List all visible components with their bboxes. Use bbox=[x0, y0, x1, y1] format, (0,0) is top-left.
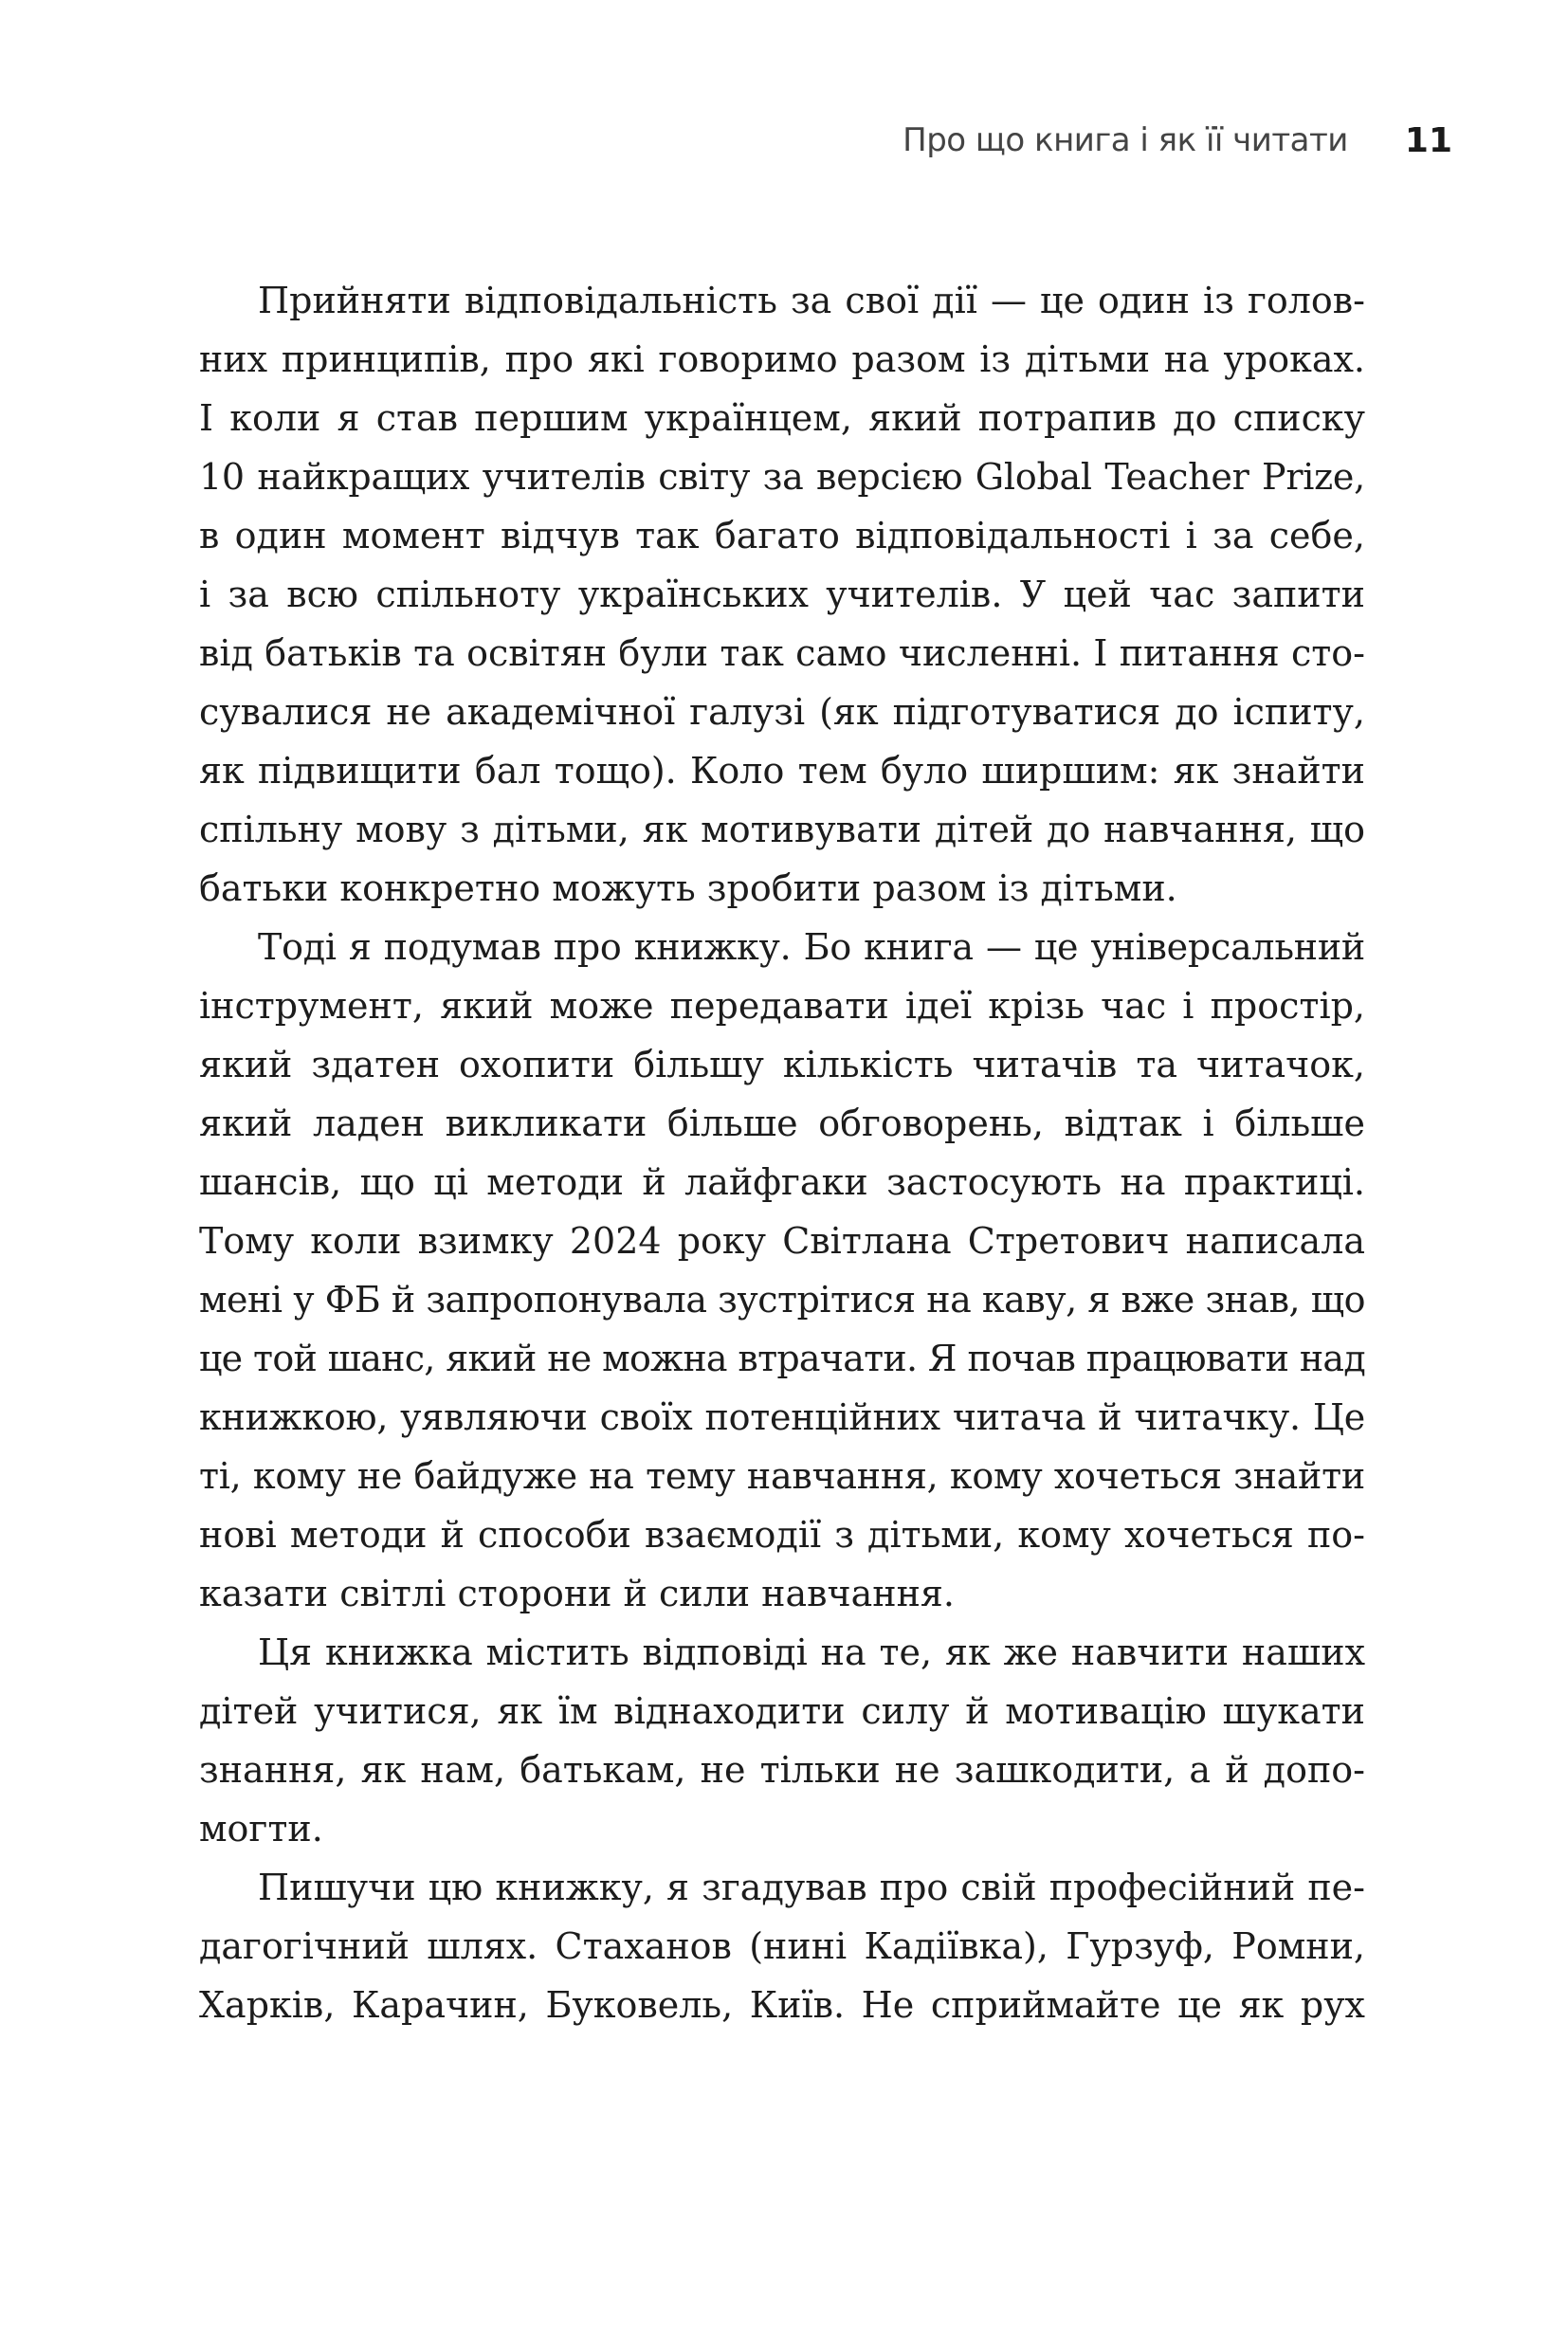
text-line: них принципів, про які говоримо разом із дітьми на уроках. bbox=[199, 338, 1365, 380]
text-line: шансів, що ці методи й лайфгаки застосують на практиці. bbox=[199, 1161, 1365, 1203]
text-line: в один момент відчув так багато відповідальності і за себе, bbox=[199, 515, 1365, 556]
text-line: спільну мову з дітьми, як мотивувати дітей до навчання, що bbox=[199, 809, 1365, 850]
paragraph bbox=[199, 1858, 1365, 2034]
text-line: Прийняти відповідальність за свої дії — це один із голов- bbox=[258, 280, 1365, 321]
text-line: дагогічний шлях. Стаханов (нині Кадіївка), Гурзуф, Ромни, bbox=[199, 1925, 1365, 1967]
chapter-title: Про що книга і як її читати bbox=[903, 121, 1348, 159]
text-line: ті, кому не байдуже на тему навчання, кому хочеться знайти bbox=[199, 1455, 1365, 1497]
text-line: дітей учитися, як їм віднаходити силу й мотивацію шукати bbox=[199, 1690, 1365, 1732]
text-line: як підвищити бал тощо). Коло тем було ширшим: як знайти bbox=[199, 750, 1365, 792]
page-number: 11 bbox=[1404, 120, 1452, 160]
text-line: який ладен викликати більше обговорень, відтак і більше bbox=[199, 1103, 1365, 1144]
text-line: Тоді я подумав про книжку. Бо книга — це універсальний bbox=[258, 926, 1365, 968]
text-line: 10 найкращих учителів світу за версією Global Teacher Prize, bbox=[199, 456, 1365, 498]
text-line: який здатен охопити більшу кількість читачів та читачок, bbox=[199, 1044, 1365, 1085]
text-line: Ця книжка містить відповіді на те, як же навчити наших bbox=[258, 1631, 1365, 1673]
text-line: і за всю спільноту українських учителів. У цей час запити bbox=[199, 574, 1365, 615]
text-line: І коли я став першим українцем, який потрапив до списку bbox=[199, 397, 1365, 439]
text-line: могти. bbox=[199, 1808, 323, 1850]
text-line: нові методи й способи взаємодії з дітьми, кому хочеться по- bbox=[199, 1514, 1365, 1556]
text-line: Тому коли взимку 2024 року Світлана Стретович написала bbox=[199, 1220, 1365, 1262]
text-line: батьки конкретно можуть зробити разом із дітьми. bbox=[199, 867, 1177, 909]
text-line: знання, як нам, батькам, не тільки не зашкодити, а й допо- bbox=[199, 1749, 1365, 1791]
text-line: це той шанс, який не можна втрачати. Я почав працювати над bbox=[199, 1338, 1365, 1379]
text-line: Пишучи цю книжку, я згадував про свій професійний пе- bbox=[258, 1867, 1365, 1908]
paragraph bbox=[199, 1623, 1365, 1858]
text-line: Харків, Карачин, Буковель, Київ. Не сприймайте це як рух bbox=[199, 1984, 1365, 2026]
text-line: інструмент, який може передавати ідеї крізь час і простір, bbox=[199, 985, 1365, 1027]
body-text bbox=[199, 271, 1365, 2034]
paragraph bbox=[199, 271, 1365, 918]
text-line: книжкою, уявляючи своїх потенційних читача й читачку. Це bbox=[199, 1396, 1365, 1438]
running-header bbox=[199, 112, 1452, 169]
text-line: сувалися не академічної галузі (як підготуватися до іспиту, bbox=[199, 691, 1365, 733]
paragraph bbox=[199, 918, 1365, 1623]
text-line: мені у ФБ й запропонувала зустрітися на каву, я вже знав, що bbox=[199, 1279, 1365, 1321]
text-line: від батьків та освітян були так само численні. І питання сто- bbox=[199, 632, 1365, 674]
text-line: казати світлі сторони й сили навчання. bbox=[199, 1573, 955, 1614]
